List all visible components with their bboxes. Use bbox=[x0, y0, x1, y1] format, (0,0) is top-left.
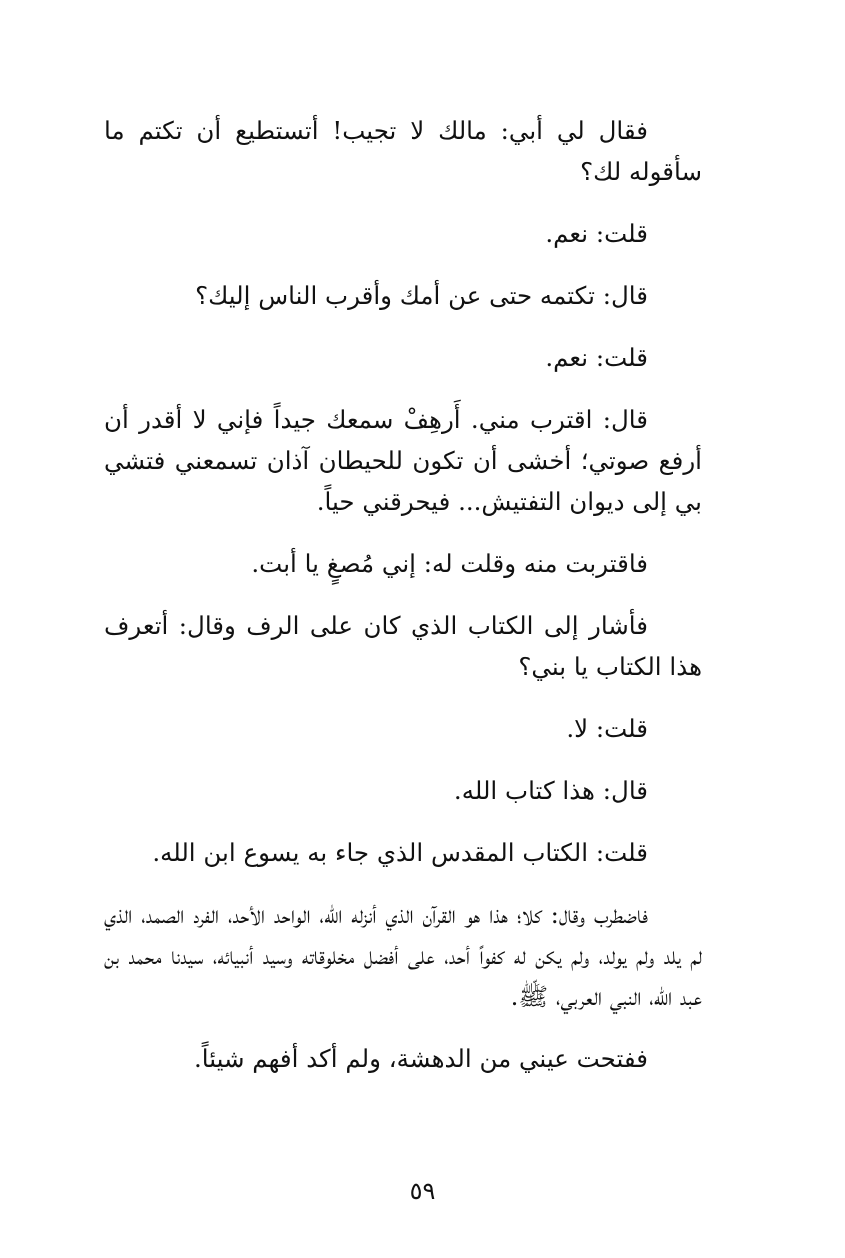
paragraph-10: قلت: الكتاب المقدس الذي جاء به يسوع ابن الله. bbox=[152, 838, 648, 867]
paragraph-7: فأشار إلى الكتاب الذي كان على الرف وقال: أتعرف هذا الكتاب يا بني؟ bbox=[104, 611, 702, 681]
paragraph-2: قلت: نعم. bbox=[545, 219, 648, 248]
paragraph-4: قلت: نعم. bbox=[545, 343, 648, 372]
paragraph-8: قلت: لا. bbox=[566, 714, 648, 743]
paragraph-12: ففتحت عيني من الدهشة، ولم أكد أفهم شيئاً. bbox=[193, 1044, 648, 1073]
paragraph-9: قال: هذا كتاب الله. bbox=[453, 776, 648, 805]
paragraph-5: قال: اقترب مني. أَرهِفْ سمعك جيداً فإني لا أقدر أن أرفع صوتي؛ أخشى أن تكون للحيطان آذان تسمعني فتشي بي إلى ديوان التفتيش... فيحرقني حياً. bbox=[104, 405, 702, 516]
paragraph-3: قال: تكتمه حتى عن أمك وأقرب الناس إليك؟ bbox=[195, 281, 648, 310]
page-number: ٥٩ bbox=[409, 1177, 436, 1205]
paragraph-11: فاضطرب وقال: كلا؛ هذا هو القرآن الذي أنزله الله، الواحد الأحد، الفرد الصمد، الذي لم يلد ولم يولد، ولم يكن له كفواً أحد، على أفضل مخلوقاته وسيد أنبيائه، سيدنا محمد بن عبد الله، النبي العربي، ﷺ. bbox=[104, 900, 702, 1011]
paragraph-6: فاقتربت منه وقلت له: إني مُصغٍ يا أبت. bbox=[251, 549, 648, 578]
paragraph-1: فقال لي أبي: مالك لا تجيب! أتستطيع أن تكتم ما سأقوله لك؟ bbox=[104, 116, 702, 186]
page-text bbox=[104, 110, 702, 1100]
